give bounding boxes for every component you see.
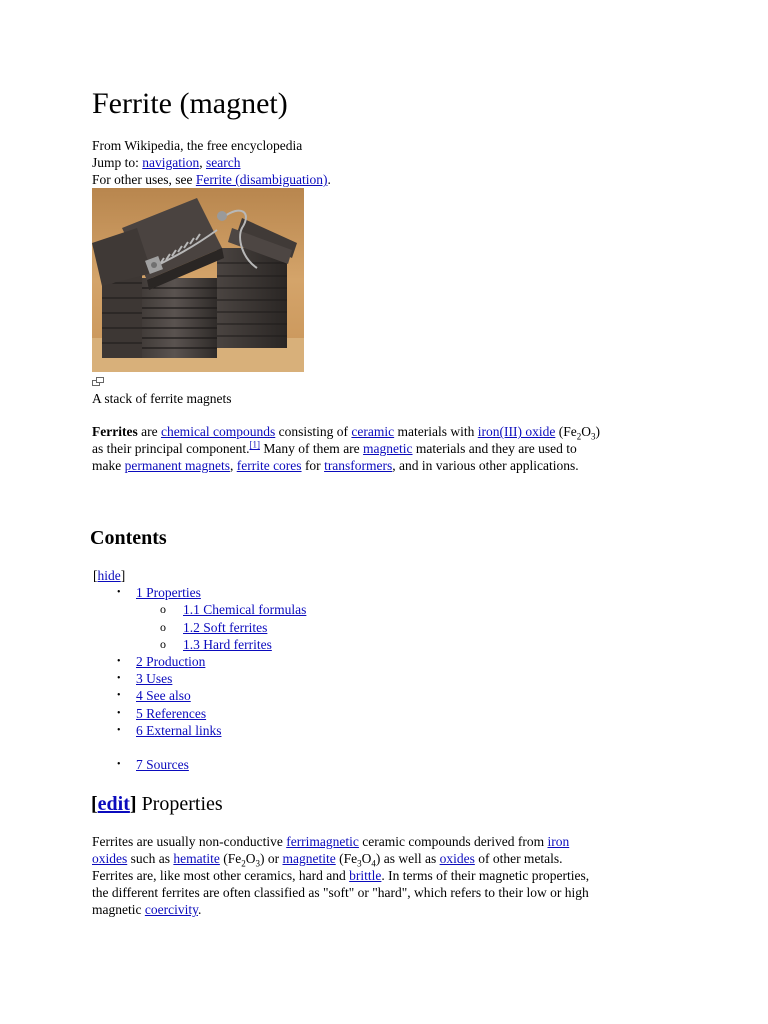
magnetic-link[interactable]: magnetic bbox=[363, 441, 413, 456]
reference-1-link[interactable]: [1] bbox=[249, 439, 260, 450]
jump-to-label: Jump to: bbox=[92, 155, 139, 170]
hide-contents-link[interactable]: hide bbox=[97, 568, 121, 583]
properties-paragraph: Ferrites are usually non-conductive ferrimagnetic ceramic compounds derived from iron oxides such as hematite $(Fe_2O_3)$ or magnetite $(Fe_3O_4)$ as well as oxides of other metals. Ferrites are, like most other ceramics, hard and brittle. In terms of their magnetic properties, the different ferrites are often classified as "soft" or "hard", which refers to their low or high magnetic coercivity. bbox=[92, 834, 590, 917]
iron-oxides-link-cont[interactable]: oxides bbox=[92, 851, 128, 866]
iron-oxide-link[interactable]: iron(III) oxide bbox=[477, 424, 556, 439]
toc-item-soft-ferrites[interactable]: 1.2 Soft ferrites bbox=[183, 620, 268, 635]
toc-item-production[interactable]: 2 Production bbox=[136, 654, 206, 669]
search-link[interactable]: search bbox=[206, 155, 241, 170]
chemical-compounds-link[interactable]: chemical compounds bbox=[160, 424, 276, 439]
list-bullet: • bbox=[117, 708, 121, 719]
jump-to-line: Jump to: navigation, search bbox=[92, 155, 241, 170]
list-bullet: • bbox=[117, 759, 121, 770]
toc-item-external-links[interactable]: 6 External links bbox=[136, 723, 222, 738]
list-bullet: • bbox=[117, 656, 121, 667]
list-bullet: • bbox=[117, 587, 121, 598]
ferrite-cores-link[interactable]: ferrite cores bbox=[236, 458, 302, 473]
intro-paragraph: Ferrites are chemical compounds consisting of ceramic materials with iron(III) oxide $(Fe_2O_3)$ as their principal component.[1] Many of them are magnetic materials and they are used to make permanent magnets, ferrite cores for transformers, and in various other applications. bbox=[92, 424, 600, 473]
toc-item-hard-ferrites[interactable]: 1.3 Hard ferrites bbox=[183, 637, 272, 652]
list-sub-bullet: o bbox=[160, 620, 166, 634]
contents-heading: Contents bbox=[90, 527, 167, 549]
disambiguation-link[interactable]: Ferrite (disambiguation) bbox=[195, 172, 328, 187]
brittle-link[interactable]: brittle bbox=[349, 868, 382, 883]
edit-properties-link[interactable]: edit bbox=[97, 793, 130, 815]
transformers-link[interactable]: transformers bbox=[324, 458, 393, 473]
toc-item-uses[interactable]: 3 Uses bbox=[136, 671, 173, 686]
navigation-link[interactable]: navigation bbox=[142, 155, 200, 170]
other-uses-hatnote: For other uses, see Ferrite (disambiguation). bbox=[92, 172, 331, 187]
toc-item-references[interactable]: 5 References bbox=[136, 706, 207, 721]
image-caption: A stack of ferrite magnets bbox=[92, 391, 232, 406]
toc-item-properties[interactable]: 1 Properties bbox=[136, 585, 201, 600]
tagline: From Wikipedia, the free encyclopedia bbox=[92, 138, 303, 153]
ferrimagnetic-link[interactable]: ferrimagnetic bbox=[286, 834, 359, 849]
ceramic-link[interactable]: ceramic bbox=[351, 424, 395, 439]
list-sub-bullet: o bbox=[160, 602, 166, 616]
page-title: Ferrite (magnet) bbox=[92, 87, 288, 120]
list-bullet: • bbox=[117, 690, 121, 701]
magnetite-link[interactable]: magnetite bbox=[282, 851, 336, 866]
permanent-magnets-link[interactable]: permanent magnets bbox=[124, 458, 230, 473]
hematite-link[interactable]: hematite bbox=[173, 851, 220, 866]
ferrite-magnets-photo[interactable] bbox=[92, 188, 304, 372]
list-bullet: • bbox=[117, 673, 121, 684]
toc-hide-toggle: [hide] bbox=[93, 568, 126, 583]
toc-item-see-also[interactable]: 4 See also bbox=[136, 688, 191, 703]
toc-item-sources[interactable]: 7 Sources bbox=[136, 757, 189, 772]
enlarge-icon[interactable] bbox=[92, 373, 104, 382]
list-sub-bullet: o bbox=[160, 637, 166, 651]
coercivity-link[interactable]: coercivity bbox=[144, 902, 198, 917]
toc-item-chemical-formulas[interactable]: 1.1 Chemical formulas bbox=[183, 602, 307, 617]
list-bullet: • bbox=[117, 725, 121, 736]
iron-oxides-link[interactable]: iron bbox=[547, 834, 570, 849]
oxides-link[interactable]: oxides bbox=[439, 851, 475, 866]
properties-heading: [edit] Properties bbox=[91, 793, 223, 815]
